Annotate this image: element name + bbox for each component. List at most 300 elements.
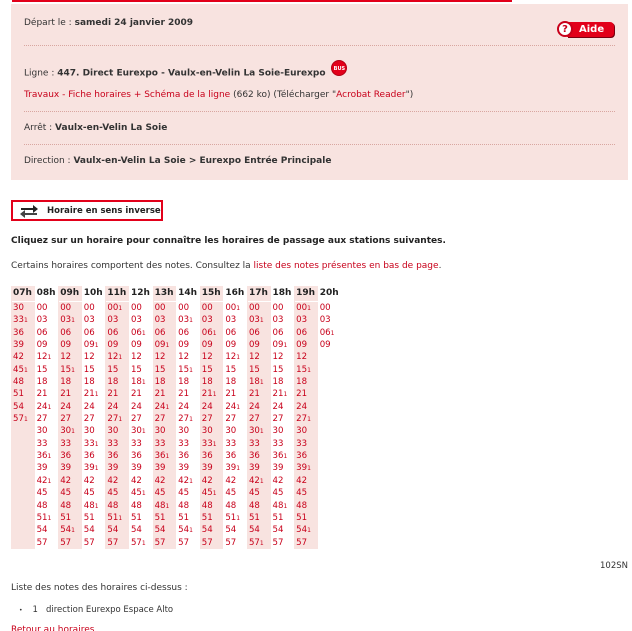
departure-time[interactable] xyxy=(36,388,48,400)
note-marker: 1 xyxy=(141,539,146,547)
departure-time[interactable] xyxy=(154,512,166,524)
departure-time[interactable] xyxy=(83,351,95,363)
departure-time[interactable] xyxy=(224,524,236,536)
departure-time[interactable] xyxy=(248,450,260,462)
departure-time[interactable] xyxy=(59,364,75,376)
departure-time[interactable] xyxy=(106,475,118,487)
departure-minute: 57 xyxy=(296,537,308,548)
departure-time[interactable] xyxy=(59,302,71,314)
departure-time[interactable] xyxy=(201,438,217,450)
departure-time[interactable] xyxy=(59,327,71,339)
departure-time[interactable] xyxy=(59,512,71,524)
departure-time[interactable] xyxy=(248,351,260,363)
departure-time[interactable] xyxy=(83,339,99,351)
departure-minute: 06 xyxy=(272,327,284,338)
departure-time[interactable] xyxy=(83,537,95,549)
departure-time[interactable] xyxy=(272,351,284,363)
departure-time[interactable] xyxy=(106,339,118,351)
departure-time[interactable] xyxy=(12,314,28,326)
departure-time[interactable] xyxy=(130,351,142,363)
departure-minute: 03 xyxy=(36,315,48,326)
departure-time[interactable] xyxy=(83,475,95,487)
departure-minute: 15 xyxy=(296,364,308,375)
note-marker: 1 xyxy=(165,342,170,350)
departure-time[interactable] xyxy=(130,413,142,425)
separator xyxy=(24,144,615,145)
departure-time[interactable] xyxy=(248,487,260,499)
departure-time[interactable] xyxy=(224,425,236,437)
departure-time[interactable] xyxy=(59,537,71,549)
departure-time[interactable] xyxy=(83,413,95,425)
departure-time[interactable] xyxy=(130,401,142,413)
departure-time[interactable] xyxy=(12,413,28,425)
departure-time[interactable] xyxy=(130,537,146,549)
departure-time[interactable] xyxy=(224,512,240,524)
departure-time[interactable] xyxy=(248,413,260,425)
departure-time[interactable] xyxy=(224,500,236,512)
departure-time[interactable] xyxy=(295,413,311,425)
departure-time[interactable] xyxy=(295,302,311,314)
departure-time[interactable] xyxy=(130,425,146,437)
departure-time[interactable] xyxy=(36,376,48,388)
departure-time[interactable] xyxy=(59,450,71,462)
departure-time[interactable] xyxy=(83,302,95,314)
departure-time[interactable] xyxy=(248,462,260,474)
departure-time[interactable] xyxy=(36,438,48,450)
departure-time[interactable] xyxy=(36,537,48,549)
departure-time[interactable] xyxy=(248,339,260,351)
departure-time[interactable] xyxy=(201,450,213,462)
departure-time[interactable] xyxy=(83,512,95,524)
departure-time[interactable] xyxy=(83,524,95,536)
departure-time[interactable] xyxy=(224,302,240,314)
departure-minute: 45 xyxy=(107,488,119,499)
departure-time[interactable] xyxy=(83,388,99,400)
departure-time[interactable] xyxy=(272,475,284,487)
departure-time[interactable] xyxy=(224,327,236,339)
departure-time[interactable] xyxy=(36,314,48,326)
departure-time[interactable] xyxy=(12,302,24,314)
departure-time[interactable] xyxy=(177,487,189,499)
departure-minute: 51 xyxy=(201,512,213,523)
departure-time[interactable] xyxy=(248,401,260,413)
departure-time[interactable] xyxy=(12,388,24,400)
departure-time[interactable] xyxy=(295,376,307,388)
departure-time[interactable] xyxy=(177,327,189,339)
departure-minute: 33 xyxy=(60,438,72,449)
departure-time[interactable] xyxy=(106,327,118,339)
departure-time[interactable] xyxy=(248,524,260,536)
departure-time[interactable] xyxy=(272,327,284,339)
departure-time[interactable] xyxy=(59,438,71,450)
departure-time[interactable] xyxy=(177,314,193,326)
departure-time[interactable] xyxy=(83,438,99,450)
departure-time[interactable] xyxy=(248,512,260,524)
departure-time[interactable] xyxy=(224,487,236,499)
departure-time[interactable] xyxy=(224,401,240,413)
departure-time[interactable] xyxy=(59,401,71,413)
departure-time[interactable] xyxy=(36,450,52,462)
departure-time[interactable] xyxy=(154,339,170,351)
departure-time[interactable] xyxy=(154,475,166,487)
departure-minute: 54 xyxy=(60,525,72,536)
departure-time[interactable] xyxy=(154,351,166,363)
departure-time[interactable] xyxy=(248,388,260,400)
departure-time[interactable] xyxy=(12,339,24,351)
departure-time[interactable] xyxy=(295,524,311,536)
departure-time[interactable] xyxy=(130,462,142,474)
departure-time[interactable] xyxy=(106,314,118,326)
departure-time[interactable] xyxy=(59,500,71,512)
departure-time[interactable] xyxy=(295,327,307,339)
departure-time[interactable] xyxy=(177,512,189,524)
hour-column xyxy=(153,286,177,549)
departure-minute: 09 xyxy=(130,340,142,351)
departure-time[interactable] xyxy=(154,462,166,474)
departure-minute: 30 xyxy=(225,426,237,437)
departure-time[interactable] xyxy=(177,450,189,462)
departure-time[interactable] xyxy=(201,413,213,425)
departure-time[interactable] xyxy=(12,351,24,363)
departure-time[interactable] xyxy=(36,500,48,512)
notes-list-title: Liste des notes des horaires ci-dessus : xyxy=(11,583,188,593)
departure-time[interactable] xyxy=(295,425,307,437)
departure-time[interactable] xyxy=(106,376,118,388)
departure-time[interactable] xyxy=(36,302,48,314)
departure-time[interactable] xyxy=(130,376,146,388)
departure-time[interactable] xyxy=(177,537,189,549)
departure-time[interactable] xyxy=(272,425,284,437)
departure-minute: 45 xyxy=(13,364,24,375)
departure-time[interactable] xyxy=(130,314,142,326)
departure-time[interactable] xyxy=(106,524,118,536)
departure-time[interactable] xyxy=(154,364,166,376)
departure-time[interactable] xyxy=(36,487,48,499)
departure-time[interactable] xyxy=(59,413,71,425)
departure-time[interactable] xyxy=(224,364,236,376)
departure-time[interactable] xyxy=(295,487,307,499)
departure-time[interactable] xyxy=(36,339,48,351)
departure-time[interactable] xyxy=(83,500,99,512)
departure-time[interactable] xyxy=(130,302,142,314)
departure-time[interactable] xyxy=(201,364,213,376)
departure-time[interactable] xyxy=(177,351,189,363)
departure-time[interactable] xyxy=(272,339,288,351)
departure-time[interactable] xyxy=(36,327,48,339)
departure-time[interactable] xyxy=(154,450,170,462)
departure-time[interactable] xyxy=(201,500,213,512)
departure-time[interactable] xyxy=(12,401,24,413)
departure-time[interactable] xyxy=(201,512,213,524)
departure-time[interactable] xyxy=(177,339,189,351)
departure-time[interactable] xyxy=(272,388,288,400)
departure-time[interactable] xyxy=(130,524,142,536)
departure-minute: 33 xyxy=(130,438,142,449)
departure-time[interactable] xyxy=(130,450,142,462)
departure-time[interactable] xyxy=(36,524,48,536)
hour-header: 15h xyxy=(201,286,224,302)
departure-time[interactable] xyxy=(130,339,142,351)
departure-time[interactable] xyxy=(272,438,284,450)
departure-time[interactable] xyxy=(248,475,264,487)
departure-time[interactable] xyxy=(154,327,166,339)
departure-time[interactable] xyxy=(83,327,95,339)
departure-time[interactable] xyxy=(59,351,71,363)
departure-time[interactable] xyxy=(83,425,95,437)
acrobat-reader-link[interactable]: Acrobat Reader xyxy=(336,90,406,100)
departure-time[interactable] xyxy=(130,327,146,339)
departure-time[interactable] xyxy=(224,462,240,474)
departure-time[interactable] xyxy=(106,537,118,549)
departure-time[interactable] xyxy=(319,327,335,339)
departure-time[interactable] xyxy=(272,500,288,512)
departure-time[interactable] xyxy=(224,388,236,400)
departure-time[interactable] xyxy=(295,339,307,351)
departure-time[interactable] xyxy=(224,537,236,549)
departure-time[interactable] xyxy=(154,302,166,314)
departure-time[interactable] xyxy=(154,425,166,437)
departure-time[interactable] xyxy=(177,302,189,314)
departure-time[interactable] xyxy=(224,339,236,351)
departure-minute: 03 xyxy=(178,315,190,326)
departure-time[interactable] xyxy=(154,524,166,536)
departure-time[interactable] xyxy=(272,364,284,376)
departure-time[interactable] xyxy=(201,351,213,363)
back-to-timetables-link[interactable]: Retour au horaires xyxy=(11,625,95,631)
note-marker: 1 xyxy=(165,502,170,510)
departure-time[interactable] xyxy=(106,462,118,474)
departure-time[interactable] xyxy=(319,314,331,326)
departure-time[interactable] xyxy=(295,462,311,474)
departure-time[interactable] xyxy=(154,388,166,400)
departure-time[interactable] xyxy=(177,462,189,474)
departure-time[interactable] xyxy=(177,388,189,400)
departure-time[interactable] xyxy=(201,487,217,499)
departure-time[interactable] xyxy=(201,401,213,413)
departure-minute: 45 xyxy=(130,488,142,499)
departure-time[interactable] xyxy=(59,462,71,474)
departure-minute: 48 xyxy=(225,500,237,511)
departure-time[interactable] xyxy=(201,376,213,388)
departure-time[interactable] xyxy=(177,364,193,376)
departure-minute: 00 xyxy=(178,303,190,313)
departure-time[interactable] xyxy=(248,425,264,437)
departure-time[interactable] xyxy=(272,302,284,314)
departure-time[interactable] xyxy=(177,413,193,425)
departure-time[interactable] xyxy=(106,351,122,363)
departure-time[interactable] xyxy=(272,413,284,425)
departure-time[interactable] xyxy=(177,438,189,450)
departure-time[interactable] xyxy=(59,487,71,499)
departure-time[interactable] xyxy=(224,351,240,363)
departure-time[interactable] xyxy=(130,438,142,450)
departure-time[interactable] xyxy=(201,524,213,536)
departure-time[interactable] xyxy=(177,376,189,388)
departure-time[interactable] xyxy=(201,475,213,487)
departure-time[interactable] xyxy=(224,314,236,326)
departure-time[interactable] xyxy=(248,327,260,339)
departure-time[interactable] xyxy=(154,438,166,450)
departure-time[interactable] xyxy=(106,401,118,413)
departure-time[interactable] xyxy=(154,314,166,326)
departure-time[interactable] xyxy=(319,302,331,314)
departure-time[interactable] xyxy=(36,462,48,474)
departure-time[interactable] xyxy=(272,314,284,326)
departure-time[interactable] xyxy=(106,450,118,462)
departure-time[interactable] xyxy=(12,376,24,388)
departure-minute: 24 xyxy=(130,401,142,412)
departure-time[interactable] xyxy=(59,425,75,437)
timetable-instructions: Cliquez sur un horaire pour connaître les horaires de passage aux stations suivantes. xyxy=(11,236,446,246)
departure-time[interactable] xyxy=(201,327,217,339)
departure-time[interactable] xyxy=(295,512,307,524)
departure-time[interactable] xyxy=(106,413,122,425)
departure-time[interactable] xyxy=(83,376,95,388)
stop-label: Arrêt : xyxy=(24,123,53,133)
departure-time[interactable] xyxy=(295,438,307,450)
departure-time[interactable] xyxy=(295,351,307,363)
departure-time[interactable] xyxy=(248,302,260,314)
departure-time[interactable] xyxy=(272,524,284,536)
departure-time[interactable] xyxy=(36,364,48,376)
departure-time[interactable] xyxy=(83,401,95,413)
departure-time[interactable] xyxy=(224,438,236,450)
departure-time[interactable] xyxy=(154,500,170,512)
departure-time[interactable] xyxy=(272,512,284,524)
departure-time[interactable] xyxy=(106,302,122,314)
departure-time[interactable] xyxy=(12,364,28,376)
departure-time[interactable] xyxy=(295,500,307,512)
departure-time[interactable] xyxy=(201,302,213,314)
departure-time[interactable] xyxy=(59,376,71,388)
departure-time[interactable] xyxy=(59,524,75,536)
departure-time[interactable] xyxy=(272,376,284,388)
departure-time[interactable] xyxy=(36,413,48,425)
departure-minute: 06 xyxy=(107,327,119,338)
departure-time[interactable] xyxy=(272,487,284,499)
departure-time[interactable] xyxy=(83,364,95,376)
departure-time[interactable] xyxy=(36,475,52,487)
departure-time[interactable] xyxy=(201,425,213,437)
departure-time[interactable] xyxy=(130,500,142,512)
departure-time[interactable] xyxy=(83,462,99,474)
departure-minute: 39 xyxy=(225,463,237,474)
departure-time[interactable] xyxy=(177,524,193,536)
departure-time[interactable] xyxy=(248,500,260,512)
departure-time[interactable] xyxy=(83,487,95,499)
departure-time[interactable] xyxy=(36,351,52,363)
departure-time[interactable] xyxy=(295,314,307,326)
departure-time[interactable] xyxy=(106,425,118,437)
departure-time[interactable] xyxy=(177,475,193,487)
departure-minute: 15 xyxy=(272,364,284,375)
departure-time[interactable] xyxy=(201,314,213,326)
departure-time[interactable] xyxy=(59,314,75,326)
departure-time[interactable] xyxy=(272,401,284,413)
departure-time[interactable] xyxy=(248,438,260,450)
help-button[interactable] xyxy=(557,18,615,40)
departure-time[interactable] xyxy=(154,487,166,499)
departure-time[interactable] xyxy=(130,512,142,524)
works-timetable-link[interactable]: Travaux - Fiche horaires + Schéma de la ligne xyxy=(24,90,231,100)
departure-minute: 21 xyxy=(225,389,237,400)
departure-time[interactable] xyxy=(295,364,311,376)
departure-time[interactable] xyxy=(224,475,236,487)
departure-time[interactable] xyxy=(177,500,189,512)
departure-time[interactable] xyxy=(130,475,142,487)
departure-time[interactable] xyxy=(12,327,24,339)
departure-time[interactable] xyxy=(295,475,307,487)
departure-time[interactable] xyxy=(130,487,146,499)
departure-time[interactable] xyxy=(248,537,264,549)
departure-time[interactable] xyxy=(272,450,288,462)
departure-time[interactable] xyxy=(106,487,118,499)
departure-time[interactable] xyxy=(83,314,95,326)
departure-time[interactable] xyxy=(295,537,307,549)
note-marker: 1 xyxy=(71,366,75,374)
departure-time[interactable] xyxy=(154,537,166,549)
departure-time[interactable] xyxy=(295,450,307,462)
departure-time[interactable] xyxy=(295,401,307,413)
departure-time[interactable] xyxy=(224,450,236,462)
departure-time[interactable] xyxy=(224,413,236,425)
departure-minute: 27 xyxy=(83,414,95,425)
departure-time[interactable] xyxy=(59,388,71,400)
departure-time[interactable] xyxy=(106,364,118,376)
departure-time[interactable] xyxy=(106,388,118,400)
departure-minute: 45 xyxy=(60,488,72,499)
departure-time[interactable] xyxy=(177,425,189,437)
departure-time[interactable] xyxy=(130,388,142,400)
departure-time[interactable] xyxy=(201,462,213,474)
departure-time[interactable] xyxy=(130,364,142,376)
departure-time[interactable] xyxy=(59,339,71,351)
departure-time[interactable] xyxy=(224,376,236,388)
hour-column xyxy=(247,286,271,549)
departure-time[interactable] xyxy=(201,537,213,549)
departure-time[interactable] xyxy=(248,364,260,376)
departure-time[interactable] xyxy=(106,512,122,524)
notes-list-link[interactable]: liste des notes présentes en bas de page xyxy=(253,261,439,271)
departure-time[interactable] xyxy=(154,413,166,425)
departure-minute: 39 xyxy=(83,463,95,474)
departure-time[interactable] xyxy=(59,475,71,487)
departure-time[interactable] xyxy=(295,388,307,400)
departure-minute: 15 xyxy=(107,364,119,375)
departure-time[interactable] xyxy=(201,388,217,400)
departure-minute: 21 xyxy=(83,389,95,400)
note-marker: 1 xyxy=(94,502,99,510)
reverse-direction-button[interactable] xyxy=(11,200,163,221)
departure-time[interactable] xyxy=(36,401,52,413)
departure-time[interactable] xyxy=(272,537,284,549)
departure-time[interactable] xyxy=(83,450,95,462)
departure-time[interactable] xyxy=(319,339,331,351)
departure-minute: 51 xyxy=(296,512,308,523)
departure-time[interactable] xyxy=(106,438,118,450)
departure-time[interactable] xyxy=(248,314,264,326)
departure-time[interactable] xyxy=(106,500,118,512)
note-marker: 1 xyxy=(165,403,170,411)
departure-time[interactable] xyxy=(248,376,264,388)
departure-time[interactable] xyxy=(272,462,284,474)
departure-time[interactable] xyxy=(154,401,170,413)
departure-time[interactable] xyxy=(154,376,166,388)
departure-time[interactable] xyxy=(36,512,52,524)
departure-time[interactable] xyxy=(201,339,213,351)
departure-time[interactable] xyxy=(177,401,189,413)
departure-time[interactable] xyxy=(36,425,48,437)
